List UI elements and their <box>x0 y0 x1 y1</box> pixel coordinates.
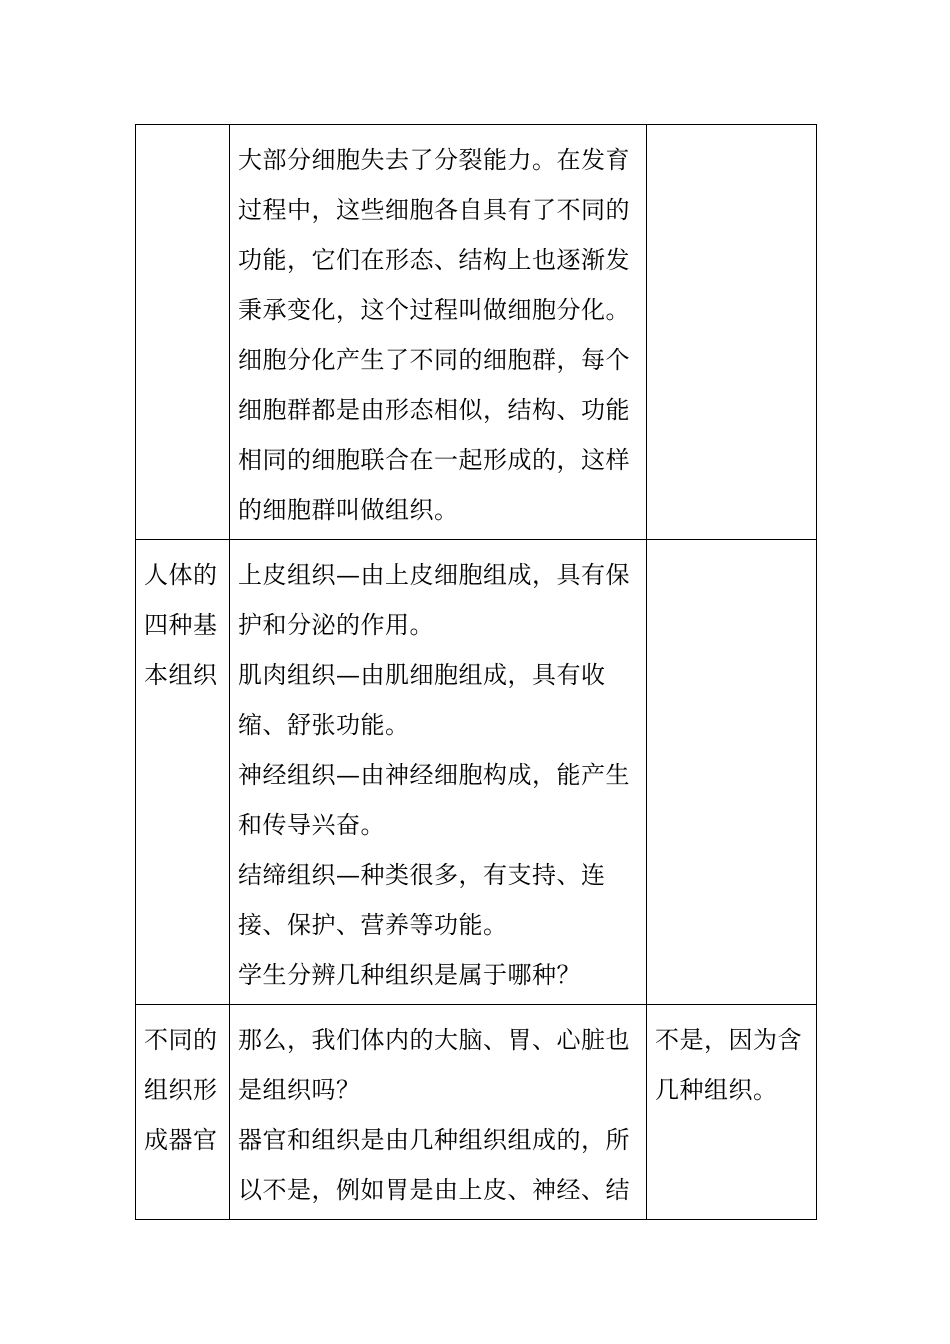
content-line: 相同的细胞联合在一起形成的，这样 <box>238 446 630 474</box>
content-line: 功能，它们在形态、结构上也逐渐发 <box>238 246 630 274</box>
topic-cell <box>136 540 230 1005</box>
topic-line: 人体的 <box>144 561 218 589</box>
content-line: 接、保护、营养等功能。 <box>238 911 508 939</box>
topic-line: 成器官 <box>144 1126 218 1154</box>
content-line: 和传导兴奋。 <box>238 811 385 839</box>
note-cell <box>647 125 817 540</box>
content-line: 大部分细胞失去了分裂能力。在发育 <box>238 146 630 174</box>
content-line: 是组织吗？ <box>238 1076 361 1104</box>
table-row <box>136 1005 817 1220</box>
content-line: 那么，我们体内的大脑、胃、心脏也 <box>238 1026 630 1054</box>
note-cell <box>647 1005 817 1220</box>
content-line: 护和分泌的作用。 <box>238 611 434 639</box>
content-line: 细胞群都是由形态相似，结构、功能 <box>238 396 630 424</box>
table-row <box>136 125 817 540</box>
note-line: 不是，因为含 <box>655 1026 802 1054</box>
content-line: 学生分辨几种组织是属于哪种？ <box>238 961 581 989</box>
topic-line: 不同的 <box>144 1026 218 1054</box>
content-line: 以不是，例如胃是由上皮、神经、结 <box>238 1176 630 1204</box>
content-cell <box>230 1005 647 1220</box>
content-line: 的细胞群叫做组织。 <box>238 496 459 524</box>
content-cell <box>230 125 647 540</box>
lesson-table <box>135 124 817 1220</box>
content-line: 上皮组织—由上皮细胞组成，具有保 <box>238 561 630 589</box>
table-row <box>136 540 817 1005</box>
content-line: 结缔组织—种类很多，有支持、连 <box>238 861 606 889</box>
content-line: 过程中，这些细胞各自具有了不同的 <box>238 196 630 224</box>
content-line: 细胞分化产生了不同的细胞群，每个 <box>238 346 630 374</box>
content-line: 肌肉组织—由肌细胞组成，具有收 <box>238 661 606 689</box>
content-line: 缩、舒张功能。 <box>238 711 410 739</box>
topic-cell <box>136 1005 230 1220</box>
content-line: 器官和组织是由几种组织组成的，所 <box>238 1126 630 1154</box>
content-line: 神经组织—由神经细胞构成，能产生 <box>238 761 630 789</box>
content-line: 秉承变化，这个过程叫做细胞分化。 <box>238 296 630 324</box>
note-line: 几种组织。 <box>655 1076 778 1104</box>
topic-line: 本组织 <box>144 661 218 689</box>
note-cell <box>647 540 817 1005</box>
content-cell <box>230 540 647 1005</box>
topic-line: 组织形 <box>144 1076 218 1104</box>
topic-cell <box>136 125 230 540</box>
topic-line: 四种基 <box>144 611 218 639</box>
